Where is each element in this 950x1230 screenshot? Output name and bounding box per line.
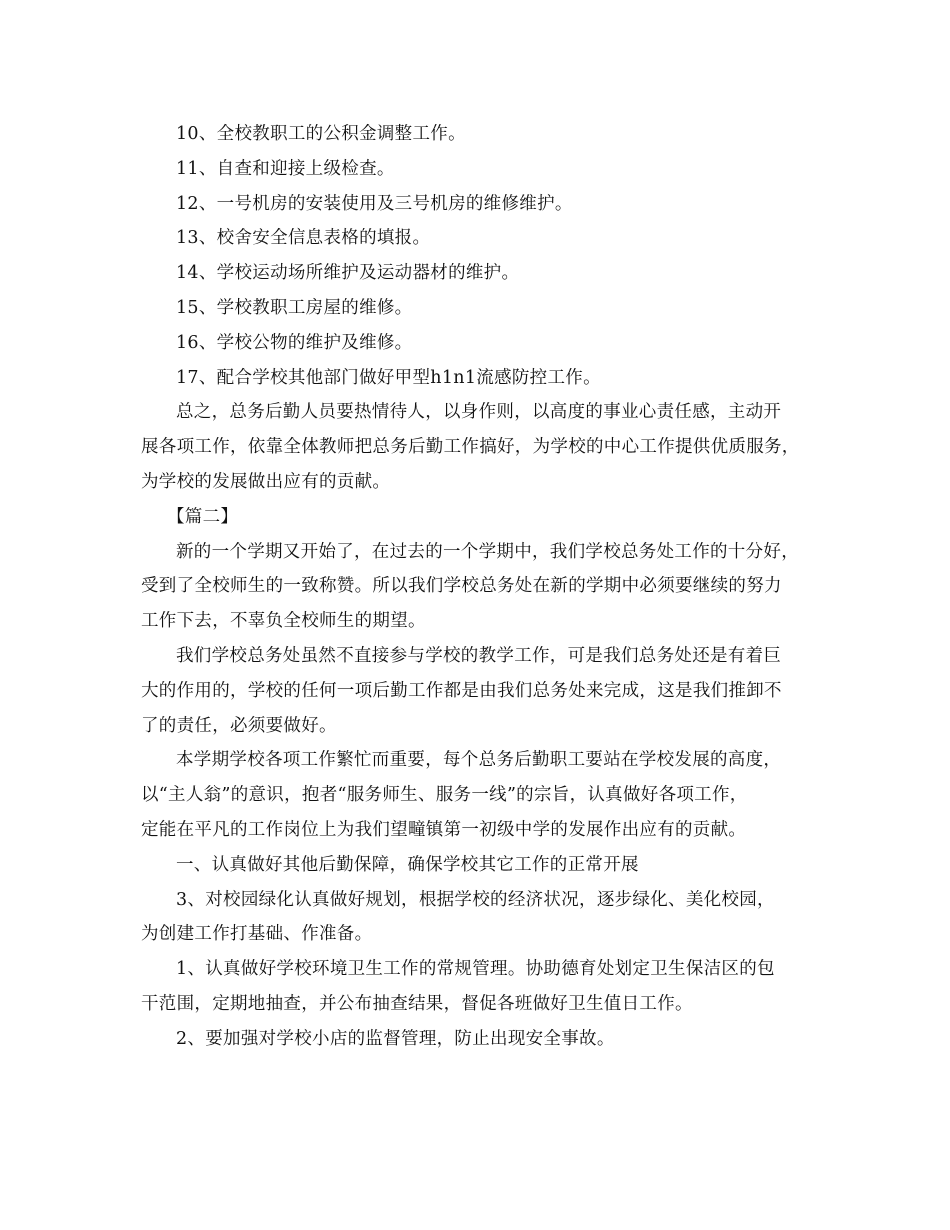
summary-paragraph xyxy=(141,395,823,499)
paragraph-role xyxy=(141,639,823,743)
text-line: 定能在平凡的工作岗位上为我们望疃镇第一初级中学的发展作出应有的贡献。 xyxy=(141,819,747,840)
paragraph-intro xyxy=(141,535,823,639)
point-2: 2、要加强对学校小店的监督管理，防止出现安全事故。 xyxy=(176,1028,615,1049)
text-line: 展各项工作，依靠全体教师把总务后勤工作搞好，为学校的中心工作提供优质服务， xyxy=(141,437,800,458)
text-line: 工作下去，不辜负全校师生的期望。 xyxy=(141,611,426,632)
point-heading: 一、认真做好其他后勤保障，确保学校其它工作的正常开展 xyxy=(176,854,639,875)
text-line: 受到了全校师生的一致称赞。所以我们学校总务处在新的学期中必须要继续的努力 xyxy=(141,576,782,597)
text-line: 为学校的发展做出应有的贡献。 xyxy=(141,471,391,492)
point-1 xyxy=(141,952,823,1022)
point-3 xyxy=(141,883,823,953)
text-line: 总之，总务后勤人员要热情待人，以身作则，以高度的事业心责任感，主动开 xyxy=(176,402,782,423)
list-item: 15、学校教职工房屋的维修。 xyxy=(176,297,413,318)
list-item: 11、自查和迎接上级检查。 xyxy=(176,158,395,179)
text-line: 本学期学校各项工作繁忙而重要，每个总务后勤职工要站在学校发展的高度， xyxy=(176,750,782,771)
task-list xyxy=(141,117,823,395)
text-line: 3、对校园绿化认真做好规划，根据学校的经济状况，逐步绿化、美化校园， xyxy=(176,889,775,910)
list-item: 13、校舍安全信息表格的填报。 xyxy=(176,228,431,249)
text-line: 干范围，定期地抽查，并公布抽查结果，督促各班做好卫生值日工作。 xyxy=(141,993,693,1014)
text-line: 我们学校总务处虽然不直接参与学校的教学工作，可是我们总务处还是有着巨 xyxy=(176,645,782,666)
text-line: 为创建工作打基础、作准备。 xyxy=(141,924,373,945)
list-item: 14、学校运动场所维护及运动器材的维护。 xyxy=(176,263,520,284)
section-title: 【篇二】 xyxy=(167,506,239,527)
list-item: 12、一号机房的安装使用及三号机房的维修维护。 xyxy=(176,193,573,214)
text-line: 以“主人翁”的意识，抱者“服务师生、服务一线”的宗旨，认真做好各项工作， xyxy=(141,785,748,806)
list-item: 17、配合学校其他部门做好甲型h1n1流感防控工作。 xyxy=(176,367,601,388)
list-item: 10、全校教职工的公积金调整工作。 xyxy=(176,124,466,144)
document-page xyxy=(141,117,823,1057)
paragraph-semester xyxy=(141,743,823,847)
text-line: 大的作用的，学校的任何一项后勤工作都是由我们总务处来完成，这是我们推卸不 xyxy=(141,680,782,701)
text-line: 了的责任，必须要做好。 xyxy=(141,715,337,736)
text-line: 新的一个学期又开始了，在过去的一个学期中，我们学校总务处工作的十分好， xyxy=(176,541,799,562)
text-line: 1、认真做好学校环境卫生工作的常规管理。协助德育处划定卫生保洁区的包 xyxy=(176,959,775,980)
list-item: 16、学校公物的维护及维修。 xyxy=(176,332,413,353)
